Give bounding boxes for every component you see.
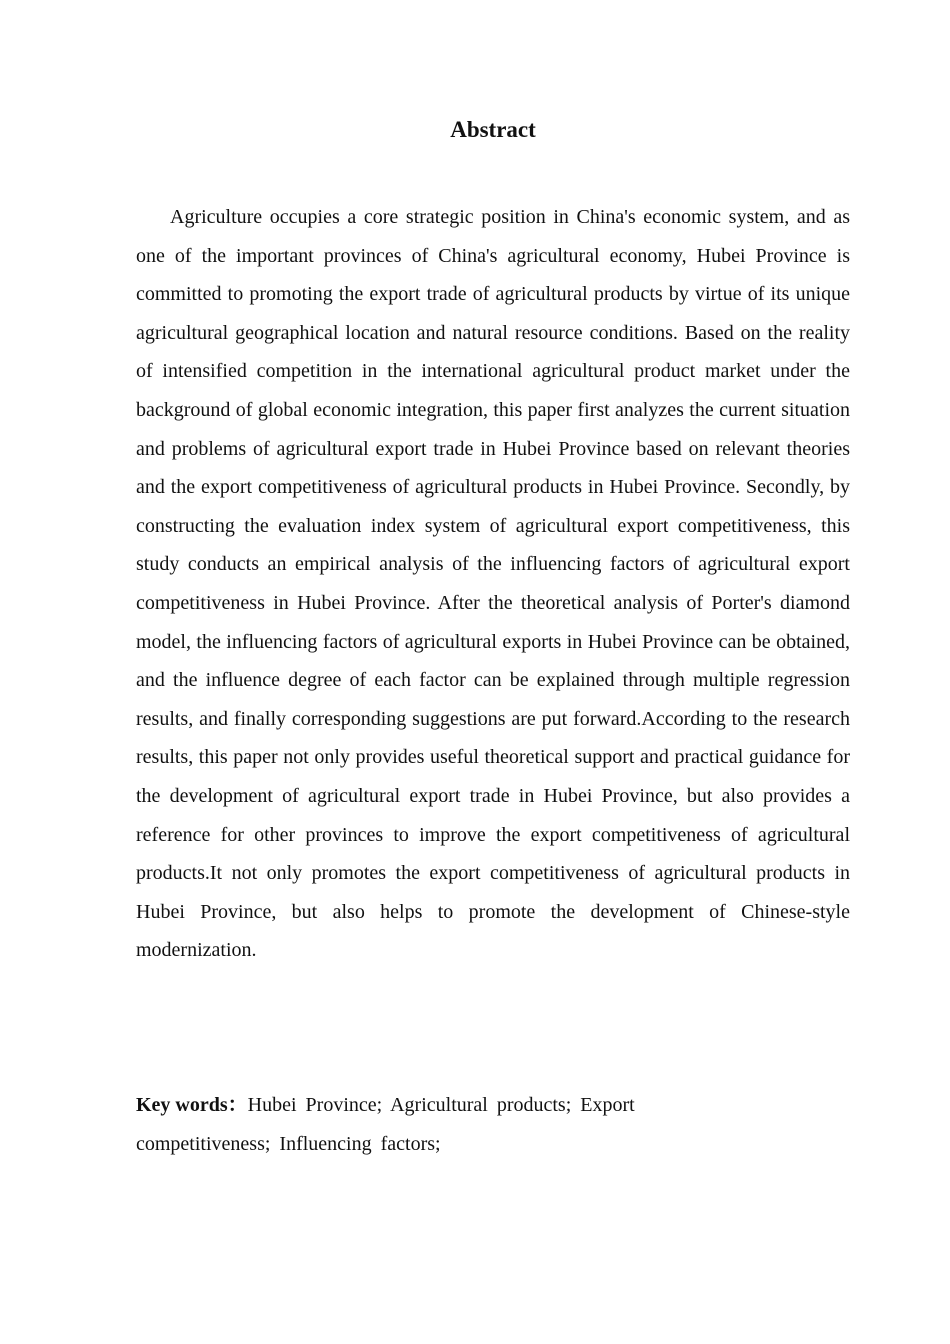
- keywords-list: Hubei Province; Agricultural products; Export competitiveness; Influencing factors;: [136, 1094, 635, 1155]
- keywords-line: [136, 1086, 736, 1163]
- abstract-title: Abstract: [450, 117, 536, 142]
- keywords-label: Key words：: [136, 1094, 248, 1116]
- abstract-body-paragraph: Agriculture occupies a core strategic position in China's economic system, and as one of the important provinces of China's agricultural economy, Hubei Province is committed to promoting the export trade of agricultural products by virtue of its unique agricultural geographical location and natural resource conditions. Based on the reality of intensified competition in the international agricultural product market under the background of global economic integration, this paper first analyzes the current situation and problems of agricultural export trade in Hubei Province based on relevant theories and the export competitiveness of agricultural products in Hubei Province. Secondly, by constructing the evaluation index system of agricultural export competitiveness, this study conducts an empirical analysis of the influencing factors of agricultural export competitiveness in Hubei Province. After the theoretical analysis of Porter's diamond model, the influencing factors of agricultural exports in Hubei Province can be obtained, and the influence degree of each factor can be explained through multiple regression results, and finally corresponding suggestions are put forward.According to the research results, this paper not only provides useful theoretical support and practical guidance for the development of agricultural export trade in Hubei Province, but also provides a reference for other provinces to improve the export competitiveness of agricultural products.It not only promotes the export competitiveness of agricultural products in Hubei Province, but also helps to promote the development of Chinese-style modernization.: [136, 206, 850, 962]
